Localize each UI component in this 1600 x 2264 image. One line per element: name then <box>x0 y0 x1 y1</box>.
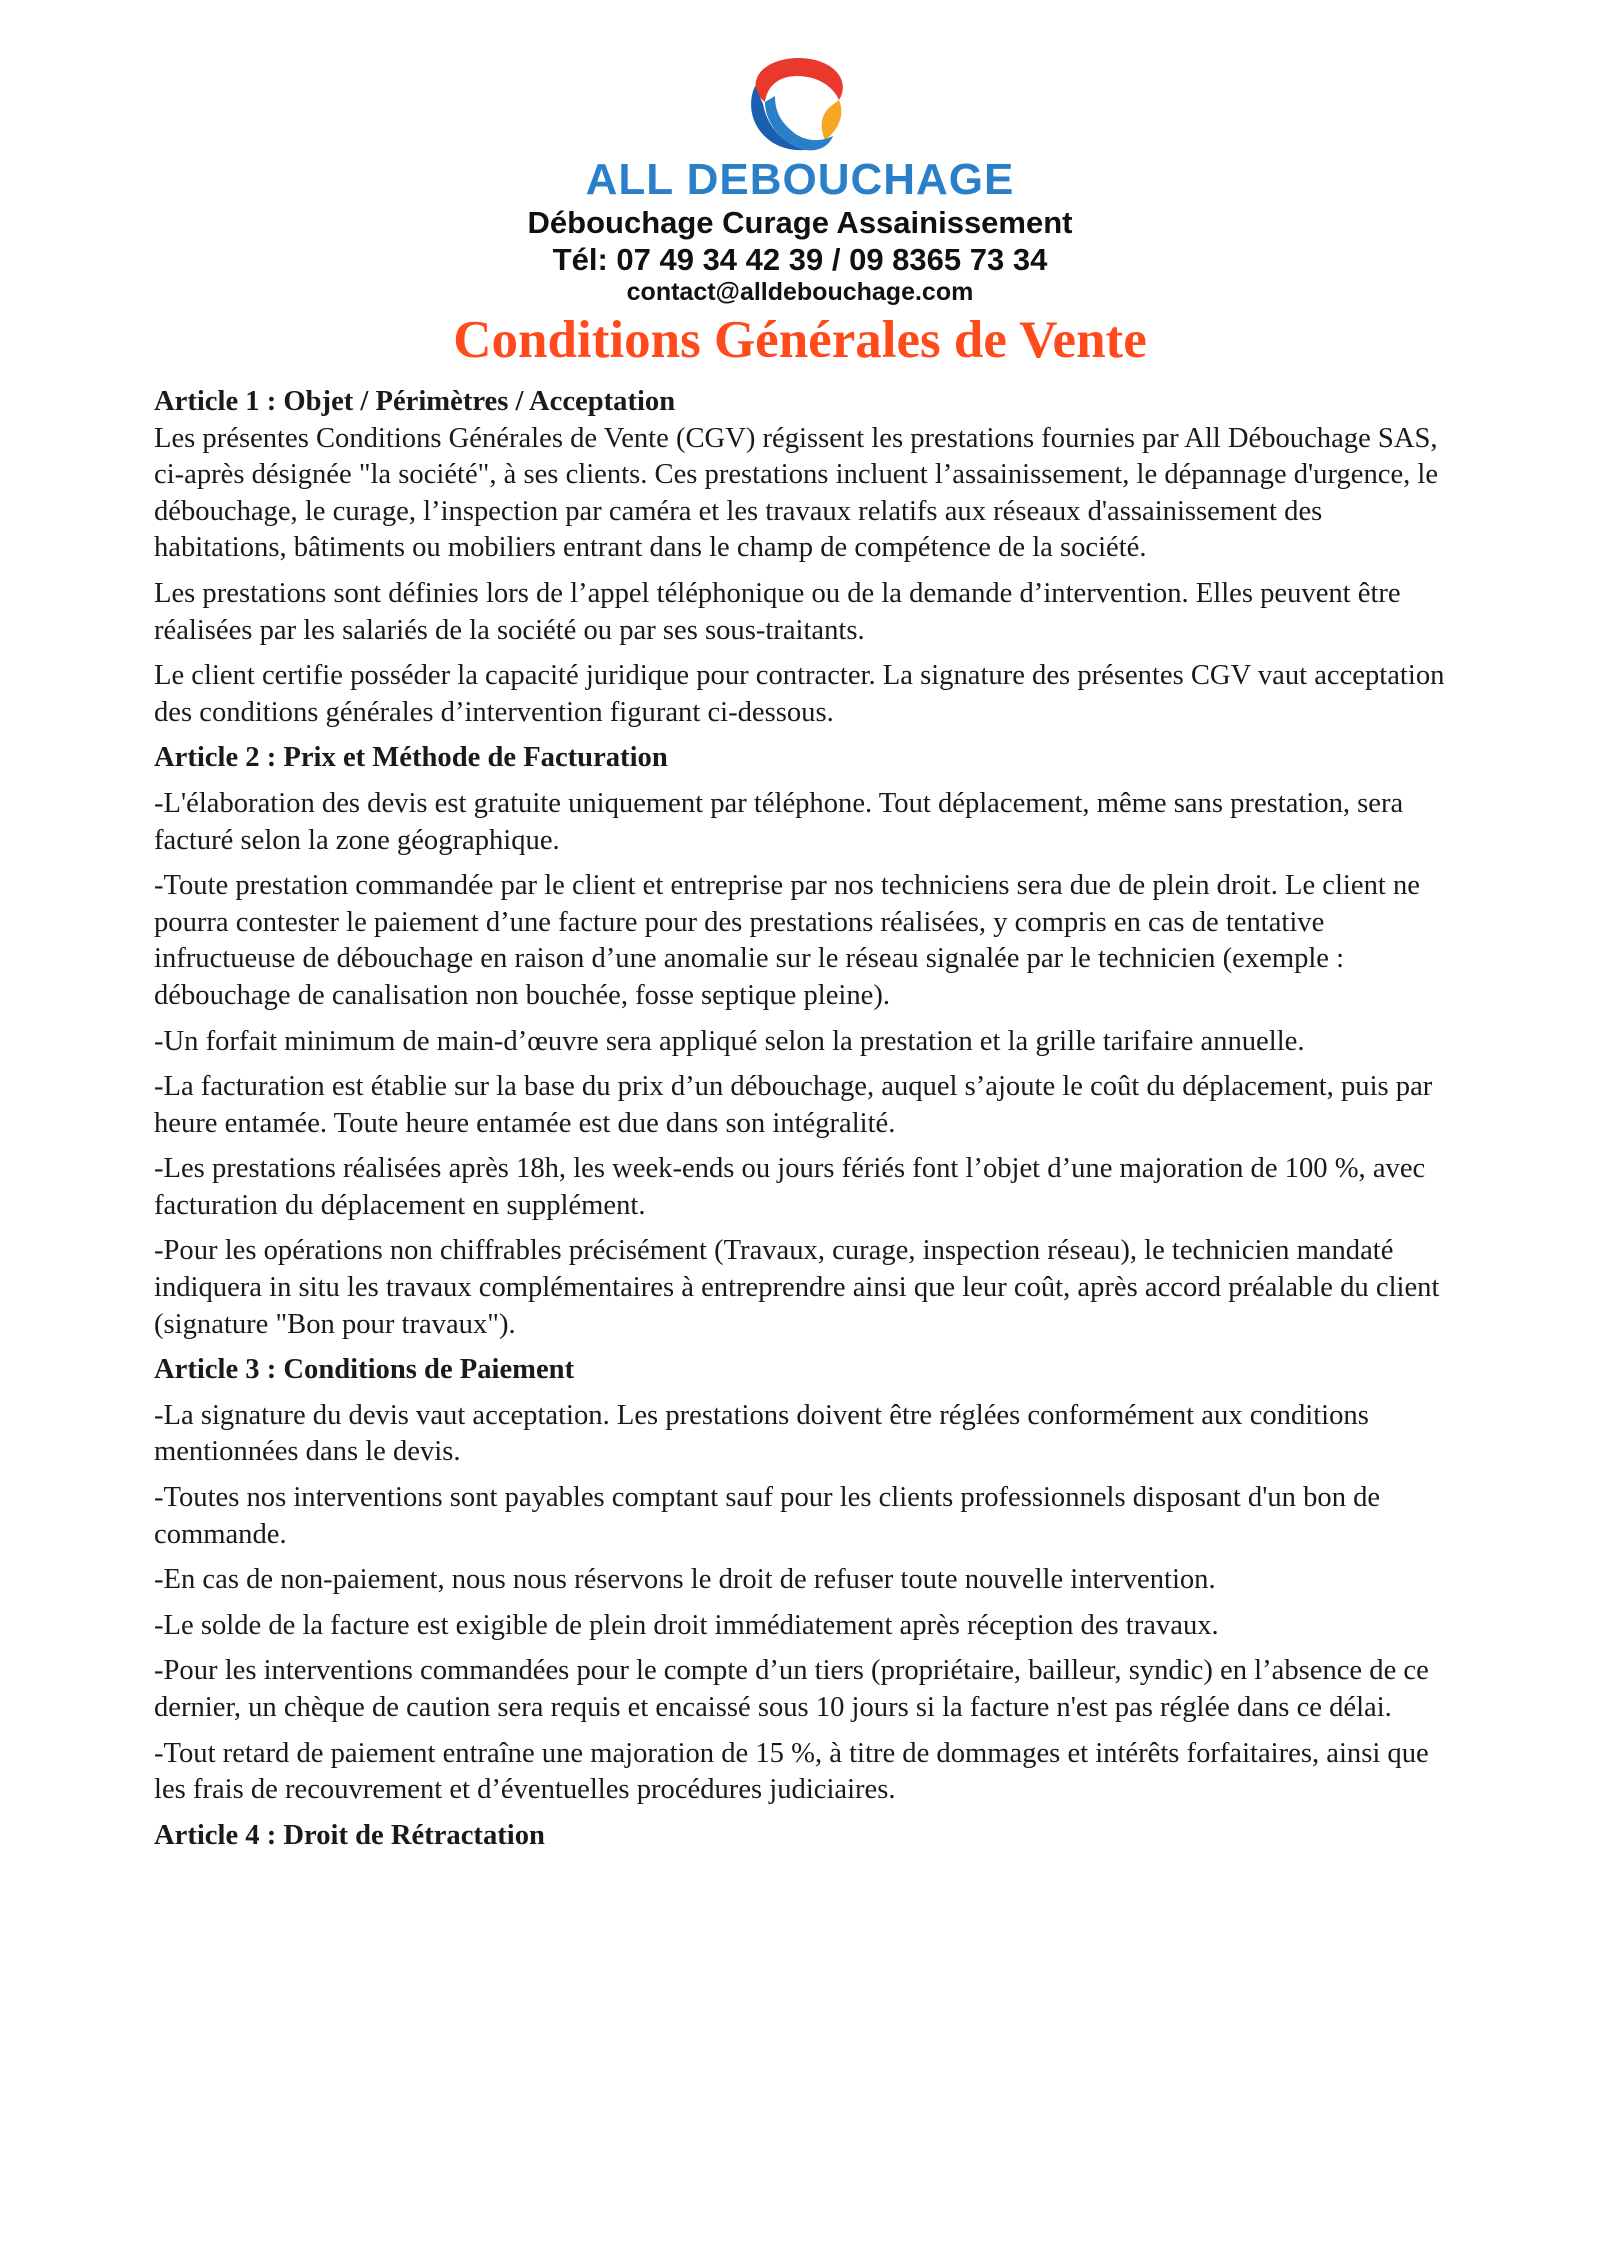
company-phone: Tél: 07 49 34 42 39 / 09 8365 73 34 <box>552 242 1048 277</box>
article-2-paragraph: -Toute prestation commandée par le client et entreprise par nos techniciens sera due de plein droit. Le client ne pourra contester le paiement d’une facture pour des prestations réalisées, y compris en cas de tentative infructueuse de débouchage en raison d’une anomalie sur le réseau signalée par le technicien (exemple : débouchage de canalisation non bouchée, fosse septique pleine). <box>154 870 1420 1011</box>
article-3-paragraph: -Pour les interventions commandées pour le compte d’un tiers (propriétaire, bailleur, syndic) en l’absence de ce dernier, un chèque de caution sera requis et encaissé sous 10 jours si la facture n'est pas réglée dans ce délai. <box>154 1655 1429 1723</box>
company-name: ALL DEBOUCHAGE <box>585 155 1015 204</box>
article-2-paragraph: -La facturation est établie sur la base du prix d’un débouchage, auquel s’ajoute le coût du déplacement, puis par heure entamée. Toute heure entamée est due dans son intégralité. <box>154 1071 1433 1139</box>
article-1-heading: Article 1 : Objet / Périmètres / Acceptation <box>154 386 676 417</box>
article-3-heading: Article 3 : Conditions de Paiement <box>154 1354 575 1386</box>
article-4-heading: Article 4 : Droit de Rétractation <box>154 1819 545 1851</box>
article-2-paragraph: -Pour les opérations non chiffrables précisément (Travaux, curage, inspection réseau), le technicien mandaté indiquera in situ les travaux complémentaires à entreprendre ainsi que leur coût, après accord préalable du client (signature "Bon pour travaux"). <box>154 1235 1440 1340</box>
document-header <box>0 56 1600 307</box>
article-3-paragraph: -Toutes nos interventions sont payables comptant sauf pour les clients professionnels disposant d'un bon de commande. <box>154 1482 1381 1550</box>
company-email: contact@alldebouchage.com <box>626 278 974 306</box>
article-2-heading: Article 2 : Prix et Méthode de Facturation <box>154 742 668 774</box>
company-logo-icon <box>735 56 865 152</box>
company-tagline: Débouchage Curage Assainissement <box>527 205 1073 240</box>
article-2-paragraph: -Les prestations réalisées après 18h, les week-ends ou jours fériés font l’objet d’une majoration de 100 %, avec facturation du déplacement en supplément. <box>154 1153 1426 1221</box>
article-1-paragraph: Les présentes Conditions Générales de Vente (CGV) régissent les prestations fournies par All Débouchage SAS, ci-après désignée "la société", à ses clients. Ces prestations incluent l’assainissement, le dépannage d'urgence, le débouchage, le curage, l’inspection par caméra et les travaux relatifs aux réseaux d'assainissement des habitations, bâtiments ou mobiliers entrant dans le champ de compétence de la société. <box>154 422 1439 564</box>
document-title: Conditions Générales de Vente <box>453 311 1147 369</box>
article-3-paragraph: -La signature du devis vaut acceptation. Les prestations doivent être réglées conformément aux conditions mentionnées dans le devis. <box>154 1399 1369 1468</box>
article-1-paragraph: Les prestations sont définies lors de l’appel téléphonique ou de la demande d’intervention. Elles peuvent être réalisées par les salariés de la société ou par ses sous-traitants. <box>154 577 1401 646</box>
article-3-paragraph: -Tout retard de paiement entraîne une majoration de 15 %, à titre de dommages et intérêts forfaitaires, ainsi que les frais de recouvrement et d’éventuelles procédures judiciaires. <box>154 1737 1429 1806</box>
article-3-paragraph: -Le solde de la facture est exigible de plein droit immédiatement après réception des travaux. <box>154 1609 1219 1641</box>
article-2-paragraph: -L'élaboration des devis est gratuite uniquement par téléphone. Tout déplacement, même sans prestation, sera facturé selon la zone géographique. <box>154 787 1404 856</box>
document-body <box>154 384 1454 1863</box>
article-1-paragraph: Le client certifie posséder la capacité juridique pour contracter. La signature des présentes CGV vaut acceptation des conditions générales d’intervention figurant ci-dessous. <box>154 660 1445 728</box>
article-3-paragraph: -En cas de non-paiement, nous nous réservons le droit de refuser toute nouvelle intervention. <box>154 1564 1216 1596</box>
article-2-paragraph: -Un forfait minimum de main-d’œuvre sera appliqué selon la prestation et la grille tarifaire annuelle. <box>154 1025 1305 1057</box>
